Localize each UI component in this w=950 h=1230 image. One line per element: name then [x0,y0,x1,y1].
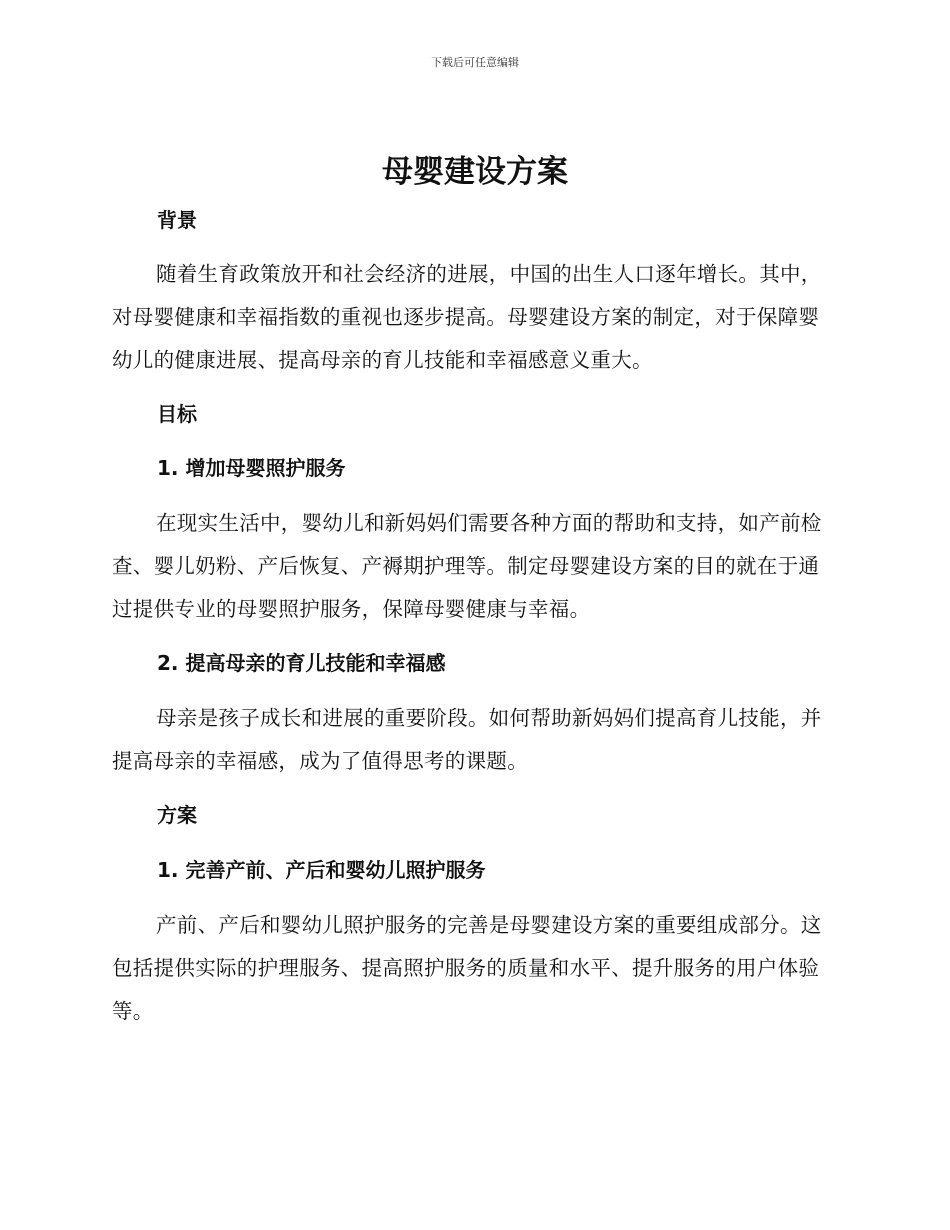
plan-1-paragraph: 产前、产后和婴幼儿照护服务的完善是母婴建设方案的重要组成部分。这包括提供实际的护理服务、提高照护服务的质量和水平、提升服务的用户体验等。 [112,913,822,1023]
background-heading: 背景 [157,208,197,232]
background-paragraph: 随着生育政策放开和社会经济的进展，中国的出生人口逐年增长。其中，对母婴健康和幸福指数的重视也逐步提高。母婴建设方案的制定，对于保障婴幼儿的健康进展、提高母亲的育儿技能和幸福感意义重大。 [112,262,822,372]
goal-heading: 目标 [157,402,197,426]
goal-2-paragraph: 母亲是孩子成长和进展的重要阶段。如何帮助新妈妈们提高育儿技能，并提高母亲的幸福感，成为了值得思考的课题。 [112,706,822,773]
document-title: 母婴建设方案 [382,154,568,190]
plan-1-heading: 1. 完善产前、产后和婴幼儿照护服务 [157,858,486,882]
header-note: 下载后可任意编辑 [431,56,519,69]
goal-1-heading: 1. 增加母婴照护服务 [157,456,346,480]
plan-heading: 方案 [157,803,197,827]
goal-1-paragraph: 在现实生活中，婴幼儿和新妈妈们需要各种方面的帮助和支持，如产前检查、婴儿奶粉、产后恢复、产褥期护理等。制定母婴建设方案的目的就在于通过提供专业的母婴照护服务，保障母婴健康与幸福。 [112,511,822,621]
goal-2-heading: 2. 提高母亲的育儿技能和幸福感 [157,651,446,675]
